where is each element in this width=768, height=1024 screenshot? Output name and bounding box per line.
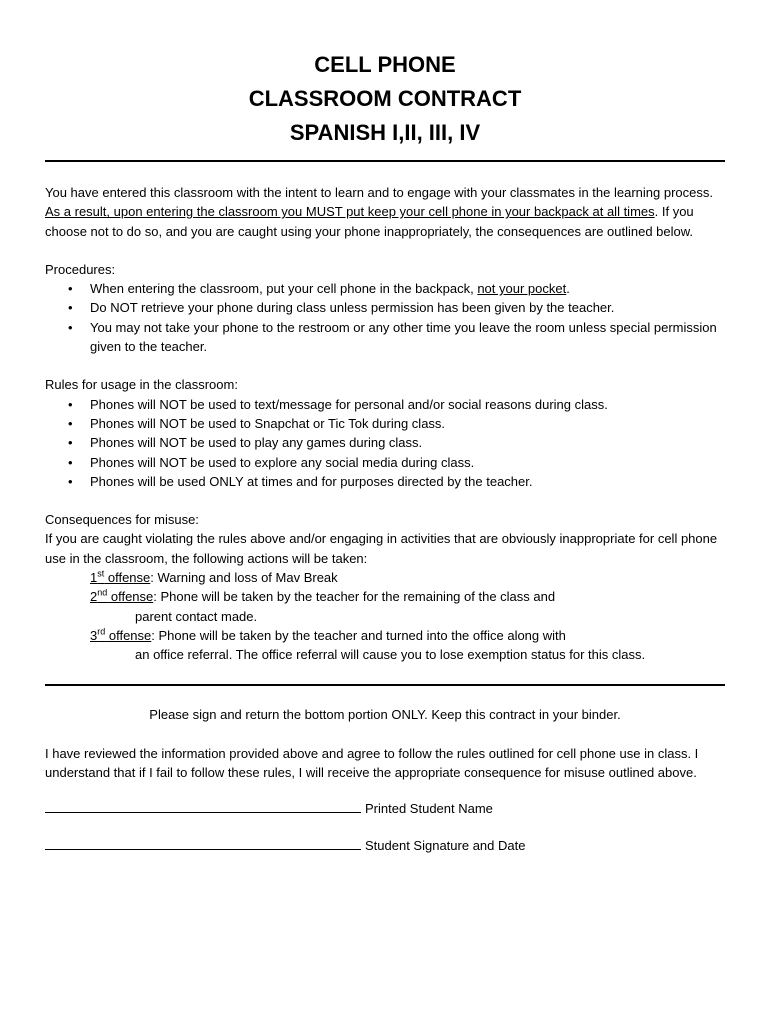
signature-date-label: Student Signature and Date — [365, 837, 526, 853]
title-line-1: CELL PHONE — [314, 52, 456, 77]
offense-label: 2nd offense — [90, 588, 154, 605]
list-item: • Phones will NOT be used to Snapchat or Tic Tok during class. — [45, 414, 725, 433]
intro-paragraph: You have entered this classroom with the intent to learn and to engage with your classmates in the learning process. As a result, upon entering the classroom you MUST put keep your cell phone in your backpack at all times. If you choose not to do so, and you are caught using your phone inappropriately, the consequences are outlined below. — [45, 185, 713, 239]
offense-1: 1st offense: Warning and loss of Mav Break — [90, 568, 338, 586]
signature-date-field[interactable] — [45, 835, 361, 850]
bullet-icon: • — [68, 435, 73, 451]
title-line-2: CLASSROOM CONTRACT — [248, 86, 522, 111]
printed-name-label: Printed Student Name — [365, 801, 493, 817]
bullet-icon: • — [68, 473, 73, 489]
offense-3-continuation: an office referral. The office referral will cause you to lose exemption status for this class. — [135, 647, 646, 663]
offense-2-continuation: parent contact made. — [135, 608, 258, 624]
bullet-icon: • — [68, 281, 73, 297]
signature-date-row — [45, 835, 725, 855]
contract-page — [45, 48, 725, 855]
procedures-list — [45, 279, 725, 356]
offense-label: 1st offense — [90, 568, 151, 586]
bullet-icon: • — [68, 454, 73, 470]
agreement-paragraph: I have reviewed the information provided above and agree to follow the rules outlined for cell phone use in class. I understand that if I fail to follow these rules, I will receive the appropriate consequence for misuse outlined above. — [45, 745, 699, 781]
list-item: • Phones will NOT be used to play any games during class. — [45, 433, 725, 452]
return-note: Please sign and return the bottom portion ONLY. Keep this contract in your binder. — [149, 706, 621, 722]
procedures-label: Procedures: — [45, 261, 116, 277]
bottom-divider — [45, 684, 725, 686]
printed-name-field[interactable] — [45, 798, 361, 813]
list-item: • Do NOT retrieve your phone during class unless permission has been given by the teacher. — [45, 298, 725, 317]
consequences-text: If you are caught violating the rules above and/or engaging in activities that are obviously inappropriate for cell phone use in the classroom, the following actions will be taken: — [45, 531, 718, 566]
list-item: • Phones will be used ONLY at times and for purposes directed by the teacher. — [45, 472, 725, 491]
rules-list — [45, 395, 725, 491]
offense-label: 3rd offense — [90, 626, 152, 643]
list-item: • You may not take your phone to the restroom or any other time you leave the room unless special permission given to the teacher. — [68, 319, 717, 355]
title-line-3: SPANISH I,II, III, IV — [289, 120, 481, 145]
page-title — [45, 48, 725, 150]
top-divider — [45, 160, 725, 162]
offense-2: 2nd offense: Phone will be taken by the teacher for the remaining of the class and — [90, 588, 556, 605]
bullet-icon: • — [68, 396, 73, 412]
bullet-icon: • — [68, 300, 73, 316]
printed-name-row — [45, 798, 725, 818]
bullet-icon: • — [68, 415, 73, 431]
rules-label: Rules for usage in the classroom: — [45, 377, 238, 393]
list-item: • Phones will NOT be used to text/message for personal and/or social reasons during class. — [45, 395, 725, 414]
list-item: • When entering the classroom, put your cell phone in the backpack, not your pocket. — [45, 279, 725, 298]
intro-underlined: As a result, upon entering the classroom you MUST put keep your cell phone in your backpack at all times — [45, 204, 655, 220]
offense-3: 3rd offense: Phone will be taken by the teacher and turned into the office along with — [90, 626, 566, 643]
list-item: • Phones will NOT be used to explore any social media during class. — [45, 453, 725, 472]
consequences-label: Consequences for misuse: — [45, 512, 199, 528]
bullet-icon: • — [68, 319, 73, 335]
